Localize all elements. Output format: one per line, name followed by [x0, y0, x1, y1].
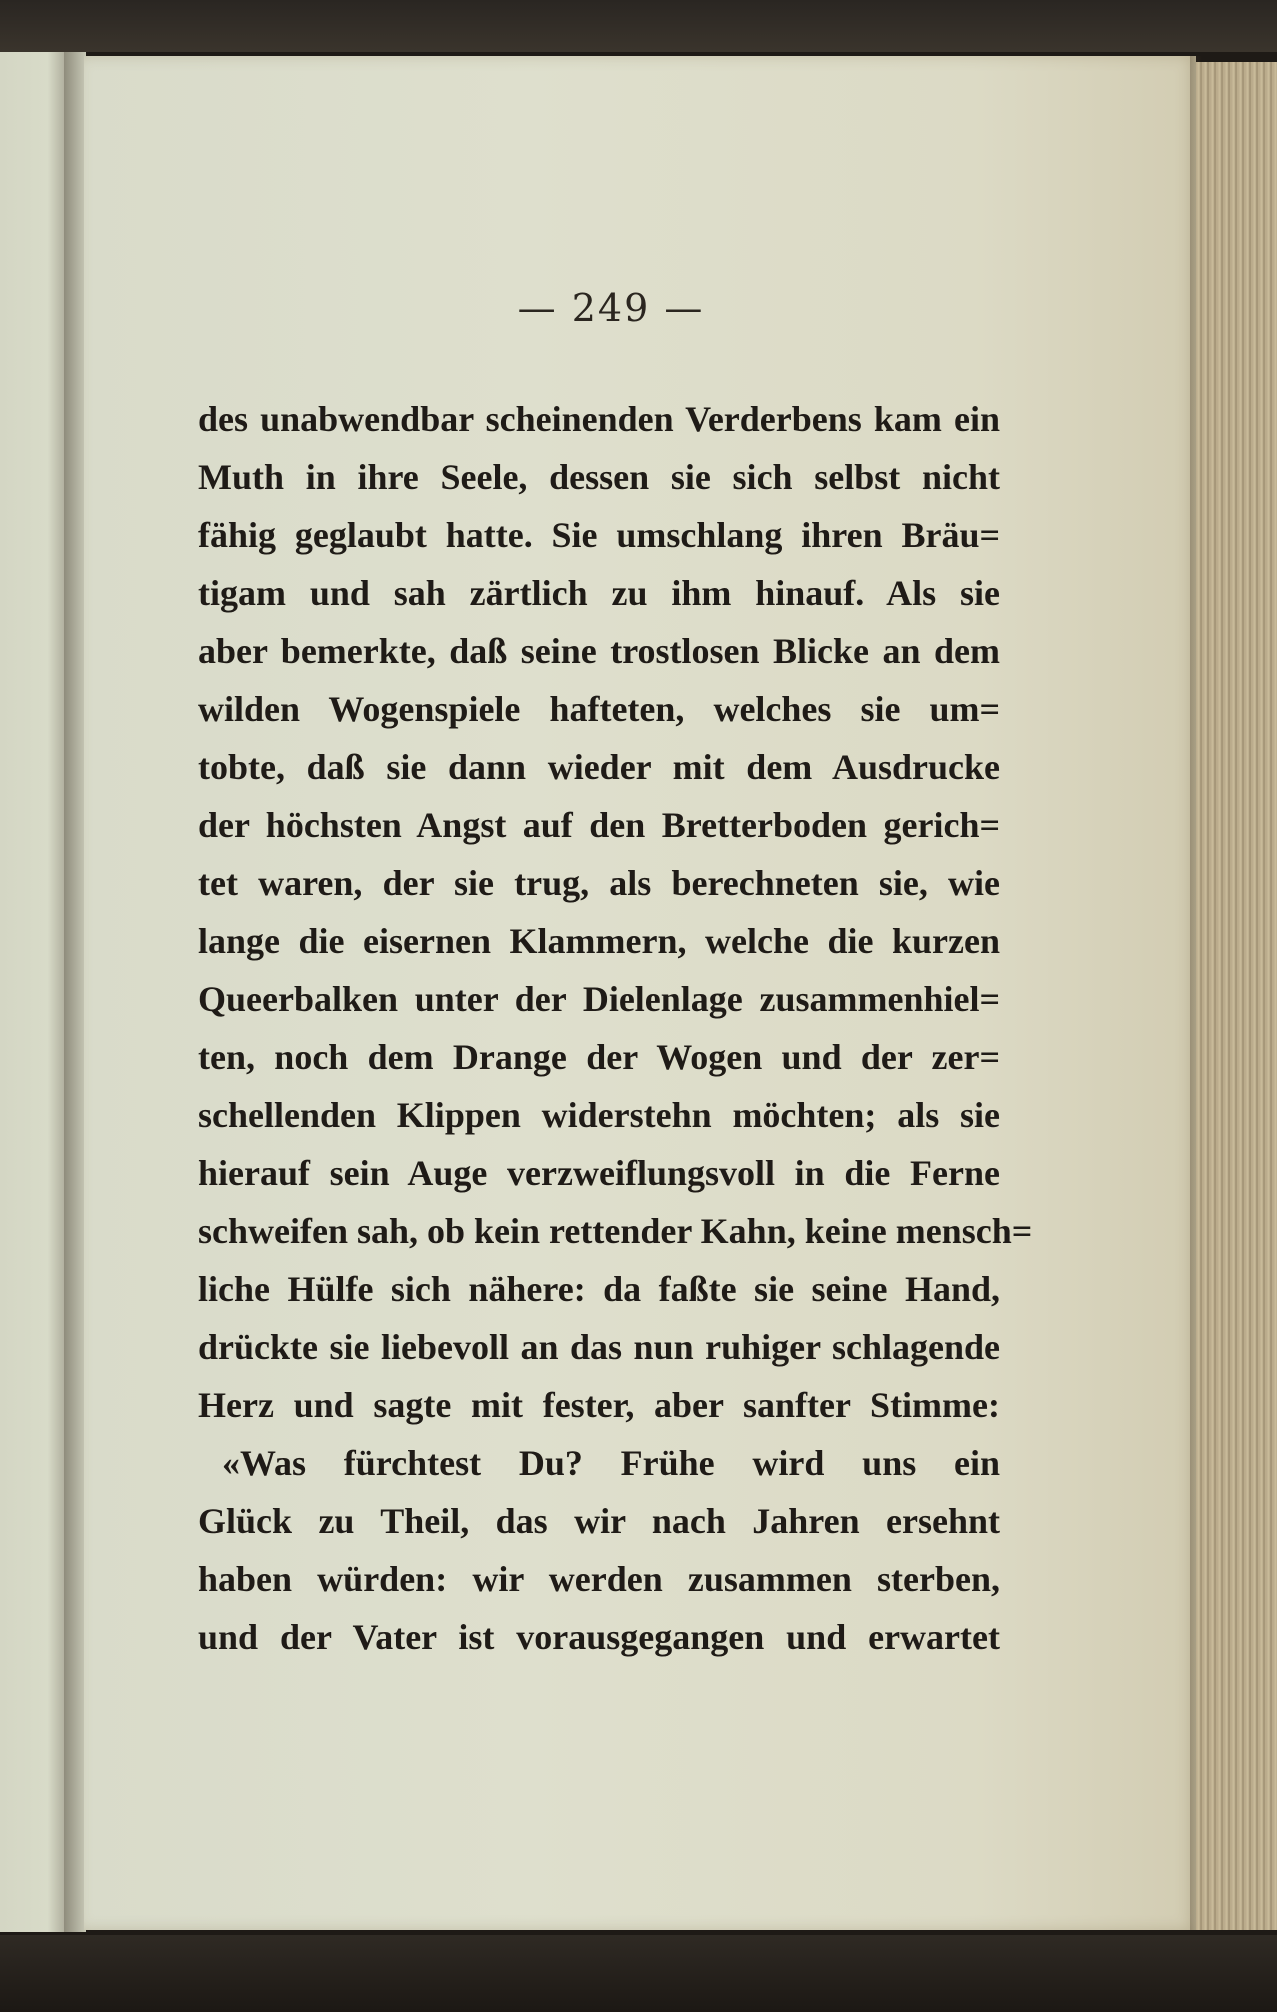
text-line: des unabwendbar scheinenden Verderbens kam ein	[198, 399, 1000, 439]
text-line: ten, noch dem Drange der Wogen und der zer=	[198, 1037, 1000, 1077]
book-gutter	[64, 52, 86, 1932]
text-line: schellenden Klippen widerstehn möchten; als sie	[198, 1095, 1000, 1135]
text-line: «Was fürchtest Du? Frühe wird uns ein	[222, 1443, 1000, 1483]
text-line: und der Vater ist vorausgegangen und erwartet	[198, 1617, 1000, 1657]
left-page-edge	[0, 52, 68, 1932]
text-line: schweifen sah, ob kein rettender Kahn, keine mensch=	[198, 1211, 1033, 1251]
text-line: drückte sie liebevoll an das nun ruhiger schlagende	[198, 1327, 1000, 1367]
text-line: aber bemerkte, daß seine trostlosen Blicke an dem	[198, 631, 1000, 671]
text-line: Queerbalken unter der Dielenlage zusammenhiel=	[198, 979, 1000, 1019]
text-line: Muth in ihre Seele, dessen sie sich selbst nicht	[198, 457, 1000, 497]
text-line: der höchsten Angst auf den Bretterboden gerich=	[198, 805, 1000, 845]
text-line: tigam und sah zärtlich zu ihm hinauf. Als sie	[198, 573, 1000, 613]
book-fore-edge	[1196, 62, 1277, 1930]
text-line: liche Hülfe sich nähere: da faßte sie seine Hand,	[198, 1269, 1000, 1309]
text-line: tobte, daß sie dann wieder mit dem Ausdrucke	[198, 747, 1000, 787]
scan-bottom-edge	[0, 1935, 1277, 2012]
text-line: Herz und sagte mit fester, aber sanfter Stimme:	[198, 1385, 1000, 1425]
text-line: tet waren, der sie trug, als berechneten sie, wie	[198, 863, 1000, 903]
text-line: hierauf sein Auge verzweiflungsvoll in die Ferne	[198, 1153, 1000, 1193]
text-line: Glück zu Theil, das wir nach Jahren ersehnt	[198, 1501, 1000, 1541]
text-line: haben würden: wir werden zusammen sterben,	[198, 1559, 1000, 1599]
text-line: wilden Wogenspiele hafteten, welches sie um=	[198, 689, 1000, 729]
text-line: fähig geglaubt hatte. Sie umschlang ihren Bräu=	[198, 515, 1000, 555]
text-line: lange die eisernen Klammern, welche die kurzen	[198, 921, 1000, 961]
page-number: — 249 —	[517, 286, 705, 330]
scan-top-edge	[0, 0, 1277, 52]
